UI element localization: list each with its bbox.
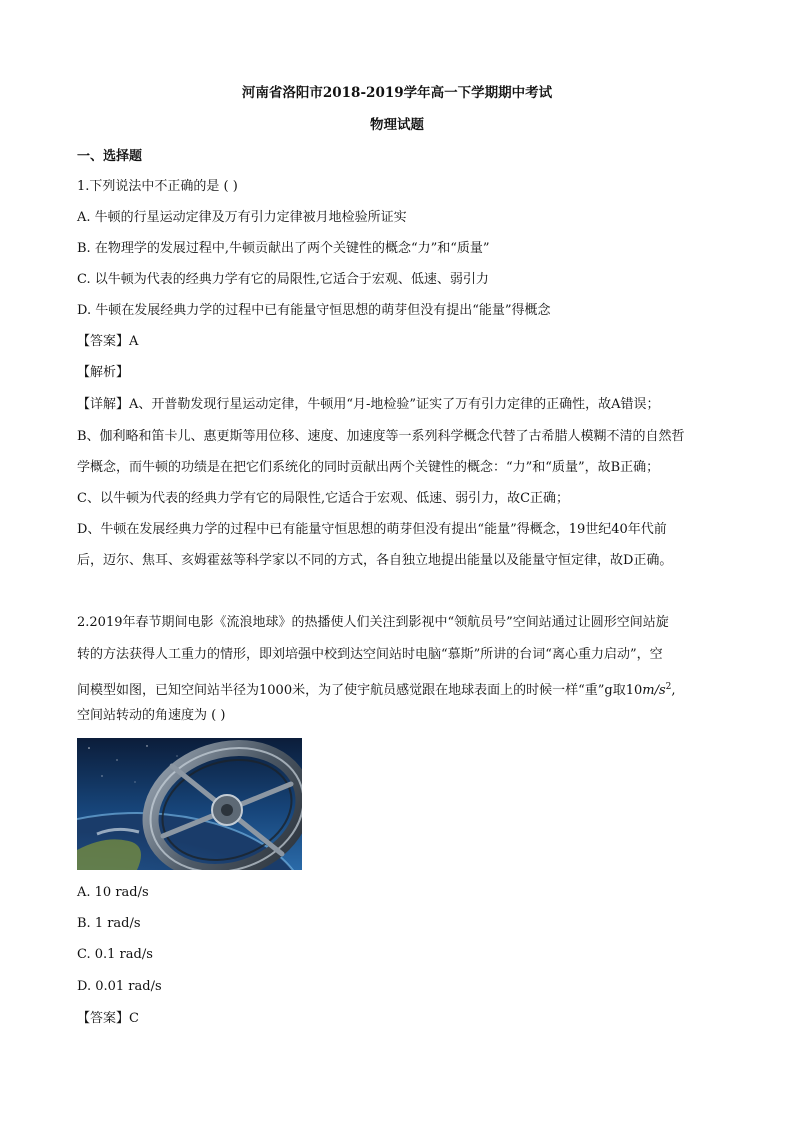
q1-explanation-line: 后，迈尔、焦耳、亥姆霍兹等科学家以不同的方式，各自独立地提出能量以及能量守恒定律，故D正确。 xyxy=(77,553,673,568)
q2-option-d: D. 0.01 rad/s xyxy=(77,979,162,994)
q2-stem-line: 间模型如图，已知空间站半径为1000米，为了使宇航员感觉跟在地球表面上的时候一样“重”g取$10m/s^2$, xyxy=(77,682,676,698)
q1-option-b: B. 在物理学的发展过程中,牛顿贡献出了两个关键性的概念“力”和“质量” xyxy=(77,241,490,256)
q2-option-a: A. 10 rad/s xyxy=(77,885,149,900)
q1-explanation-line: C、以牛顿为代表的经典力学有它的局限性,它适合于宏观、低速、弱引力，故C正确； xyxy=(77,491,570,506)
gravity-value: $10m/s^2$ xyxy=(625,682,672,698)
q2-stem-line: 2.2019年春节期间电影《流浪地球》的热播使人们关注到影视中“领航员号”空间站通过让圆形空间站旋 xyxy=(77,615,669,630)
q1-option-a: A. 牛顿的行星运动定律及万有引力定律被月地检验所证实 xyxy=(77,210,407,225)
q1-option-c: C. 以牛顿为代表的经典力学有它的局限性,它适合于宏观、低速、弱引力 xyxy=(77,272,489,287)
q1-answer: 【答案】A xyxy=(77,334,139,349)
q2-stem-text: 间模型如图，已知空间站半径为1000米，为了使宇航员感觉跟在地球表面上的时候一样“重”g取 xyxy=(77,683,626,698)
q2-option-c: C. 0.1 rad/s xyxy=(77,947,153,962)
q2-stem-line: 转的方法获得人工重力的情形，即刘培强中校到达空间站时电脑“慕斯”所讲的台词“离心重力启动”，空 xyxy=(77,647,663,662)
q1-explanation-line: 学概念，而牛顿的功绩是在把它们系统化的同时贡献出两个关键性的概念：“力”和“质量”，故B正确； xyxy=(77,460,660,475)
q1-explanation-line: 【详解】A、开普勒发现行星运动定律，牛顿用“月-地检验”证实了万有引力定律的正确性，故A错误； xyxy=(77,397,660,412)
space-station-illustration xyxy=(77,738,302,870)
space-station-image xyxy=(77,738,302,870)
q2-option-b: B. 1 rad/s xyxy=(77,916,141,931)
q1-stem: 1.下列说法中不正确的是 ( ) xyxy=(77,179,238,194)
page-subtitle: 物理试题 xyxy=(370,117,424,133)
q1-option-d: D. 牛顿在发展经典力学的过程中已有能量守恒思想的萌芽但没有提出“能量”得概念 xyxy=(77,303,551,318)
q1-explanation-line: B、伽利略和笛卡儿、惠更斯等用位移、速度、加速度等一系列科学概念代替了古希腊人模糊不清的自然哲 xyxy=(77,429,685,444)
q1-explanation-line: D、牛顿在发展经典力学的过程中已有能量守恒思想的萌芽但没有提出“能量”得概念，19世纪40年代前 xyxy=(77,522,667,537)
q1-analysis-label: 【解析】 xyxy=(77,365,130,380)
page-title: 河南省洛阳市2018-2019学年高一下学期期中考试 xyxy=(241,85,553,101)
q2-stem-line: 空间站转动的角速度为 ( ) xyxy=(77,708,226,723)
section-heading: 一、选择题 xyxy=(77,149,143,164)
q2-answer: 【答案】C xyxy=(77,1011,139,1026)
